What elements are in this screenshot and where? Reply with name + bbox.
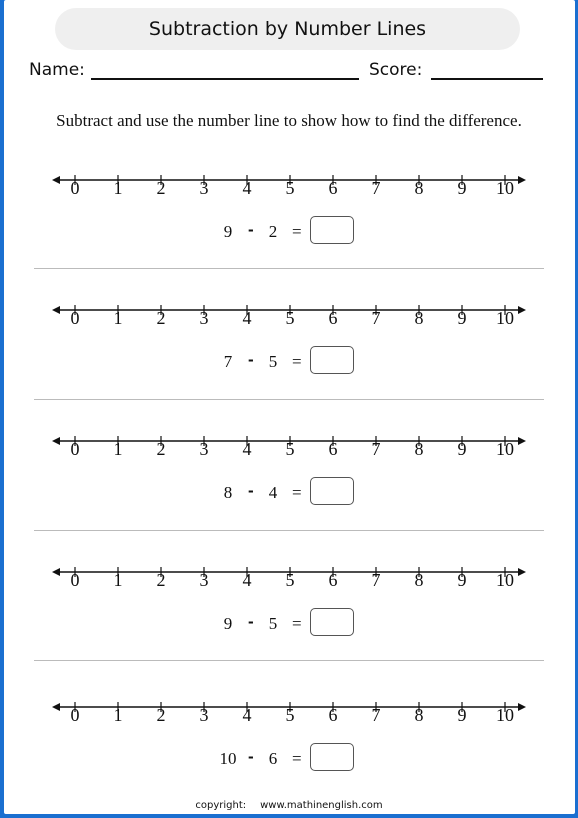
tick-label: 10: [496, 308, 514, 328]
tick-label: 7: [371, 705, 381, 725]
tick-label: 2: [156, 178, 166, 198]
minus-sign: -: [248, 220, 254, 239]
tick-label: 2: [156, 705, 166, 725]
equals-sign: =: [292, 352, 302, 371]
tick-label: 3: [199, 178, 209, 198]
tick-label: 6: [328, 570, 338, 590]
subtrahend: 5: [268, 614, 278, 633]
name-label: Name:: [29, 60, 85, 80]
tick-label: 10: [496, 439, 514, 459]
tick-label: 1: [113, 705, 123, 725]
tick-label: 0: [70, 178, 80, 198]
problem-1: [0, 170, 578, 270]
tick-label: 8: [414, 178, 424, 198]
problem-3: [0, 431, 578, 531]
tick-label: 4: [242, 570, 252, 590]
tick-label: 1: [113, 570, 123, 590]
equals-sign: =: [292, 222, 302, 241]
minuend: 10: [219, 749, 237, 768]
copyright-site: www.mathinenglish.com: [260, 800, 383, 811]
name-score-row: [29, 58, 549, 84]
left-arrow-icon: [52, 703, 60, 711]
tick-label: 8: [414, 570, 424, 590]
tick-label: 2: [156, 570, 166, 590]
tick-label: 2: [156, 308, 166, 328]
answer-box[interactable]: [310, 743, 354, 771]
name-field[interactable]: [91, 78, 359, 80]
tick-label: 9: [457, 178, 467, 198]
tick-label: 5: [285, 178, 295, 198]
minus-sign: -: [248, 747, 254, 766]
tick-label: 6: [328, 308, 338, 328]
equals-sign: =: [292, 749, 302, 768]
answer-box[interactable]: [310, 477, 354, 505]
tick-label: 9: [457, 308, 467, 328]
tick-label: 4: [242, 439, 252, 459]
tick-label: 9: [457, 705, 467, 725]
left-arrow-icon: [52, 437, 60, 445]
copyright-line: [0, 800, 578, 811]
minuend: 9: [223, 614, 233, 633]
answer-box[interactable]: [310, 608, 354, 636]
minuend: 8: [223, 483, 233, 502]
tick-label: 7: [371, 308, 381, 328]
tick-label: 1: [113, 439, 123, 459]
subtrahend: 5: [268, 352, 278, 371]
tick-label: 0: [70, 570, 80, 590]
score-field[interactable]: [431, 78, 543, 80]
minuend: 7: [223, 352, 233, 371]
tick-label: 0: [70, 705, 80, 725]
tick-label: 0: [70, 439, 80, 459]
minus-sign: -: [248, 612, 254, 631]
tick-label: 1: [113, 308, 123, 328]
page-title: Subtraction by Number Lines: [55, 8, 520, 50]
tick-label: 5: [285, 705, 295, 725]
tick-label: 8: [414, 439, 424, 459]
tick-label: 6: [328, 439, 338, 459]
tick-label: 3: [199, 705, 209, 725]
tick-label: 10: [496, 570, 514, 590]
tick-label: 10: [496, 178, 514, 198]
tick-label: 8: [414, 705, 424, 725]
section-divider: [34, 399, 544, 400]
tick-label: 3: [199, 570, 209, 590]
left-arrow-icon: [52, 176, 60, 184]
tick-label: 9: [457, 570, 467, 590]
section-divider: [34, 268, 544, 269]
tick-label: 2: [156, 439, 166, 459]
tick-label: 3: [199, 308, 209, 328]
tick-label: 0: [70, 308, 80, 328]
tick-label: 4: [242, 705, 252, 725]
tick-label: 7: [371, 439, 381, 459]
tick-label: 8: [414, 308, 424, 328]
subtrahend: 2: [268, 222, 278, 241]
tick-label: 1: [113, 178, 123, 198]
copyright-label: copyright:: [195, 800, 247, 811]
tick-label: 7: [371, 178, 381, 198]
minuend: 9: [223, 222, 233, 241]
tick-label: 6: [328, 178, 338, 198]
tick-label: 5: [285, 570, 295, 590]
left-arrow-icon: [52, 568, 60, 576]
problem-2: [0, 300, 578, 400]
tick-label: 4: [242, 178, 252, 198]
tick-label: 3: [199, 439, 209, 459]
answer-box[interactable]: [310, 216, 354, 244]
answer-box[interactable]: [310, 346, 354, 374]
left-arrow-icon: [52, 306, 60, 314]
section-divider: [34, 530, 544, 531]
subtrahend: 4: [268, 483, 278, 502]
minus-sign: -: [248, 350, 254, 369]
tick-label: 4: [242, 308, 252, 328]
equals-sign: =: [292, 614, 302, 633]
problem-4: [0, 562, 578, 662]
section-divider: [34, 660, 544, 661]
tick-label: 7: [371, 570, 381, 590]
tick-label: 6: [328, 705, 338, 725]
tick-label: 9: [457, 439, 467, 459]
tick-label: 10: [496, 705, 514, 725]
subtrahend: 6: [268, 749, 278, 768]
score-label: Score:: [369, 60, 423, 80]
equals-sign: =: [292, 483, 302, 502]
problem-5: [0, 697, 578, 797]
tick-label: 5: [285, 308, 295, 328]
minus-sign: -: [248, 481, 254, 500]
instruction-text: Subtract and use the number line to show how to find the difference.: [56, 111, 522, 130]
tick-label: 5: [285, 439, 295, 459]
